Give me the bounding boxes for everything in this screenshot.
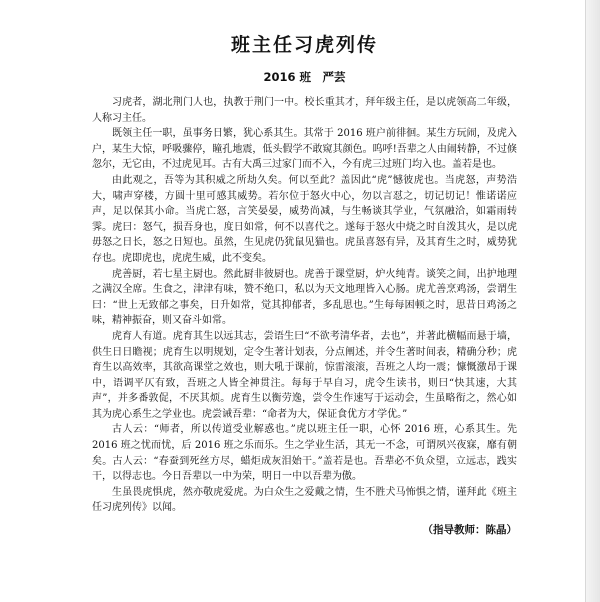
instructor-credit: （指导教师：陈晶） — [422, 524, 517, 537]
paragraph-1: 习虎者，湖北荆门人也，执教于荆门一中。校长重其才，拜年级主任，是以虎领高二年级，人称习主任。 — [92, 97, 517, 124]
paragraph-5: 虎育人有道。虎育其生以远其志，尝语生曰“不欲考清华者，去也”，并著此横幅而悬于墙，供生日日瞻视；虎育生以明规划，定令生著计划表，分点阐述，并令生著时间表，精确分秒；虎育生以高效率，其欲高课堂之效也，则大吼于课前，惊雷滚滚，吾班之人均一震；慷慨激昂于课中，语调平仄有致，吾班之人皆全神贯注。每每于早自习，虎令生读书，则曰“快其速，大其声”，并多番敦促，不厌其烦。虎育生以衡劳逸，尝令生作速写于运动会，生虽略衔之，然心如其为虎心系生之学业也。虎尝诫吾辈：“命者为大，保证食优方才学优。” — [92, 330, 517, 420]
document-byline: 2016 班 严芸 — [263, 70, 346, 84]
paragraph-4: 虎善厨，若七星主厨也。然此厨非彼厨也。虎善于课堂厨，炉火纯青。谈笑之间，出护地理之满汉全席。生食之，津津有味，赞不绝口，私以为天文地理皆入心肠。虎尤善烹鸡汤，尝谓生曰：“世上无致郁之事矣，日升如常，觉其抑郁者，多乱思也。”生每每困顿之时，思昔日鸡汤之味，精神振奋，则又奋斗如常。 — [92, 268, 517, 327]
document-body — [92, 30, 517, 537]
page-edge — [585, 0, 600, 602]
paragraph-2: 既领主任一职，虽事务日繁，犹心系其生。其常于 2016 班户前徘徊。某生方玩闹，及虎入户，某生大惊，呼吸骤停，瞳孔地震，低头假学不敢窥其颜色。呜呼!吾辈之人由闹转静，不过倏忽尔，无它由，不过虎见耳。古有大禹三过家门而不入，今有虎三过班门均入也。盖若是也。 — [92, 128, 517, 171]
document-title: 班主任习虎列传 — [230, 34, 378, 56]
paragraph-7: 生虽畏虎惧虎，然亦敬虎爱虎。为白众生之爱戴之情，生不胜犬马怖惧之情，谨拜此《班主任习虎列传》以闻。 — [92, 486, 517, 514]
paragraph-3: 由此观之，吾等为其积威之所劫久矣。何以至此？盖因此“虎”憾彼虎也。当虎怒，声势浩大，啸声穿楼，方圆十里可感其威势。若尔位于怒火中心，勿以言怼之，切记切记！惟诺诺应声，足以保其小命。当虎亡怒，言笑晏晏，威势尚减，与生畅谈其学业，气氛融洽，如霜雨转霁。虎曰：怒气，损吾身也，度日如常，何不以喜代之。遂每于怒火中烧之时自泼其火，是以虎毋怒之日长，怒之日短也。虽然，生见虎仍犹鼠见猫也。虎虽喜怒有异，及其育生之时，威势犹存也。虎即虎也，虎虎生威，此不变矣。 — [92, 174, 517, 264]
paragraph-6: 古人云：“师者，所以传道受业解惑也。”虎以班主任一职，心怀 2016 班，心系其生。先 2016 班之忧而忧，后 2016 班之乐而乐。生之学业生活，其无一不念，可谓夙兴夜寐，靡有朝矣。古人云：“春蚕到死丝方尽，蜡炬成灰泪始干。”盖若是也。吾辈必不负众望，立远志，践实干，以得志也。今日吾辈以一中为荣，明日一中以吾辈为傲。 — [92, 424, 517, 483]
